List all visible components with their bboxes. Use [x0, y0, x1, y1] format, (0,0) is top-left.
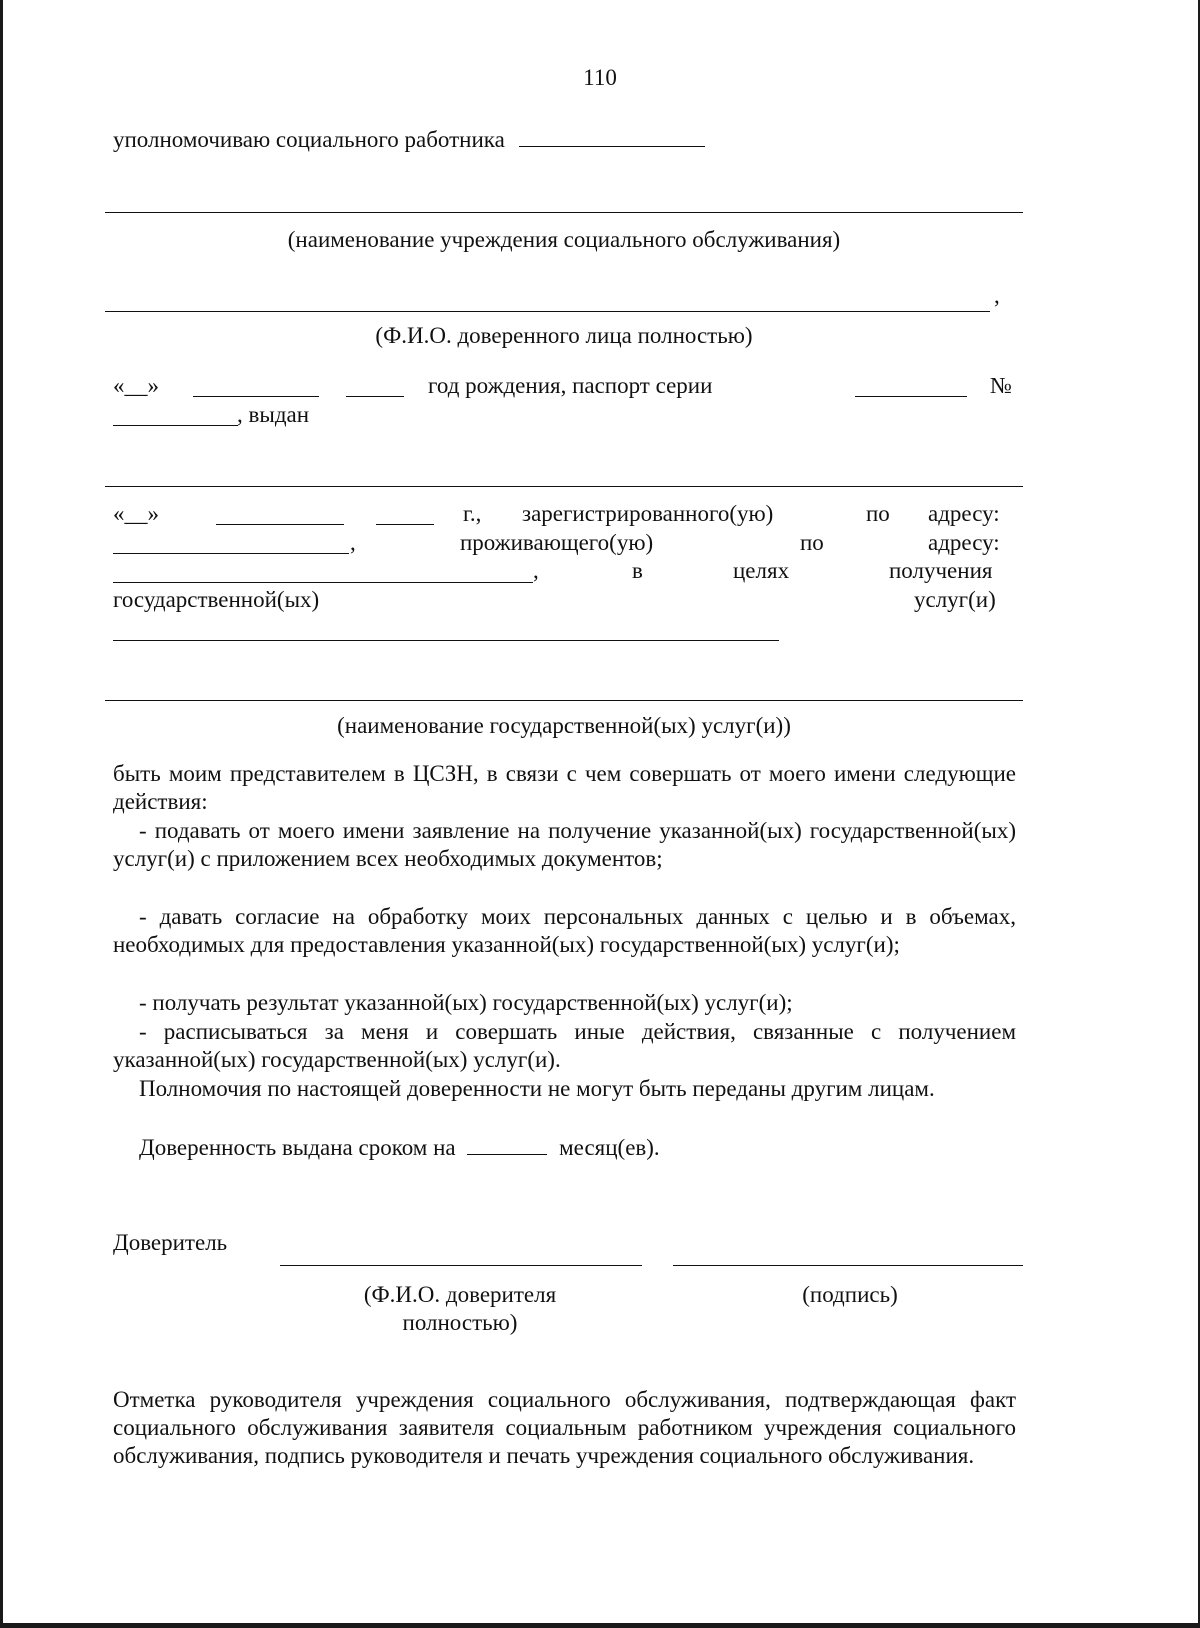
state-services-text: государственной(ых) [113, 587, 320, 612]
living-address-blank[interactable] [113, 582, 533, 583]
supervisor-mark-paragraph: Отметка руководителя учреждения социального обслуживания, подтверждающая факт социального обслуживания заявителя социальным работником учреждения социального обслуживания, подпись руководителя и печать учреждения социального обслуживания. [113, 1387, 1016, 1468]
services-blank-1[interactable] [113, 640, 779, 641]
birth-month-blank[interactable] [193, 396, 319, 397]
issue-year-blank[interactable] [376, 524, 434, 525]
living-comma: , [533, 558, 539, 583]
body-paragraph-5: - расписываться за меня и совершать иные действия, связанные с получением указанной(ых) государственной(ых) услуг(и). [113, 1019, 1016, 1072]
body-paragraph-2: - подавать от моего имени заявление на получение указанной(ых) государственной(ых) услуг(и) с приложением всех необходимых документов; [113, 818, 1016, 871]
body-paragraph-6: Полномочия по настоящей доверенности не могут быть переданы другим лицам. [139, 1076, 935, 1101]
social-worker-blank[interactable] [519, 126, 705, 147]
principal-fio-line[interactable] [280, 1265, 642, 1266]
principal-caption-2: полностью) [402, 1310, 518, 1335]
issue-date-open: «__» [113, 501, 159, 526]
receiving-text: получения [889, 558, 993, 583]
v-text: в [632, 558, 643, 583]
po-text-2: по [800, 530, 824, 555]
services-caption: (наименование государственной(ых) услуг(и)) [337, 713, 791, 738]
passport-number-blank[interactable] [113, 425, 238, 426]
services-text: услуг(и) [914, 587, 996, 612]
institution-caption: (наименование учреждения социального обслуживания) [287, 227, 841, 252]
birth-passport-text: год рождения, паспорт серии [428, 373, 713, 398]
trustee-fio-line[interactable] [105, 311, 990, 312]
birth-year-blank[interactable] [346, 396, 404, 397]
authorize-label: уполномочиваю социального работника [113, 127, 505, 152]
number-sign: № [990, 373, 1012, 398]
page-edge-bottom [0, 1623, 1200, 1628]
term-months-blank[interactable] [467, 1134, 547, 1155]
address-text-1: адресу: [928, 501, 1000, 526]
body-paragraph-4: - получать результат указанной(ых) государственной(ых) услуг(и); [139, 990, 793, 1015]
page-edge-left [0, 0, 3, 1628]
passport-series-blank[interactable] [855, 396, 967, 397]
term-unit: месяц(ев). [559, 1135, 660, 1160]
registration-address-blank[interactable] [113, 553, 349, 554]
registration-comma: , [350, 530, 356, 555]
signature-caption: (подпись) [802, 1282, 898, 1307]
principal-caption-1: (Ф.И.О. доверителя [363, 1282, 557, 1307]
trustee-comma: , [994, 283, 1000, 308]
term-line [139, 1134, 660, 1162]
registered-text: зарегистрированного(ую) [522, 501, 774, 526]
living-text: проживающего(ую) [460, 530, 654, 555]
body-paragraph-3: - давать согласие на обработку моих персональных данных с целью и в объемах, необходимых для предоставления указанной(ых) государственной(ых) услуг(и); [113, 904, 1016, 957]
page-number: 110 [583, 65, 617, 90]
institution-line[interactable] [105, 212, 1023, 213]
birth-date-open: «__» [113, 373, 159, 398]
goals-text: целях [733, 558, 790, 583]
issued-by-line[interactable] [105, 486, 1023, 487]
authorize-text [113, 126, 705, 154]
g-label: г., [463, 501, 482, 526]
po-text-1: по [866, 501, 890, 526]
issue-month-blank[interactable] [216, 524, 344, 525]
issued-text: , выдан [237, 402, 310, 427]
principal-signature-line[interactable] [673, 1265, 1023, 1266]
address-text-2: адресу: [928, 530, 1000, 555]
services-blank-2[interactable] [105, 700, 1023, 701]
body-paragraph-1: быть моим представителем в ЦСЗН, в связи с чем совершать от моего имени следующие действия: [113, 761, 1016, 814]
principal-label: Доверитель [113, 1230, 228, 1255]
trustee-fio-caption: (Ф.И.О. доверенного лица полностью) [375, 323, 753, 348]
term-label: Доверенность выдана сроком на [139, 1135, 456, 1160]
